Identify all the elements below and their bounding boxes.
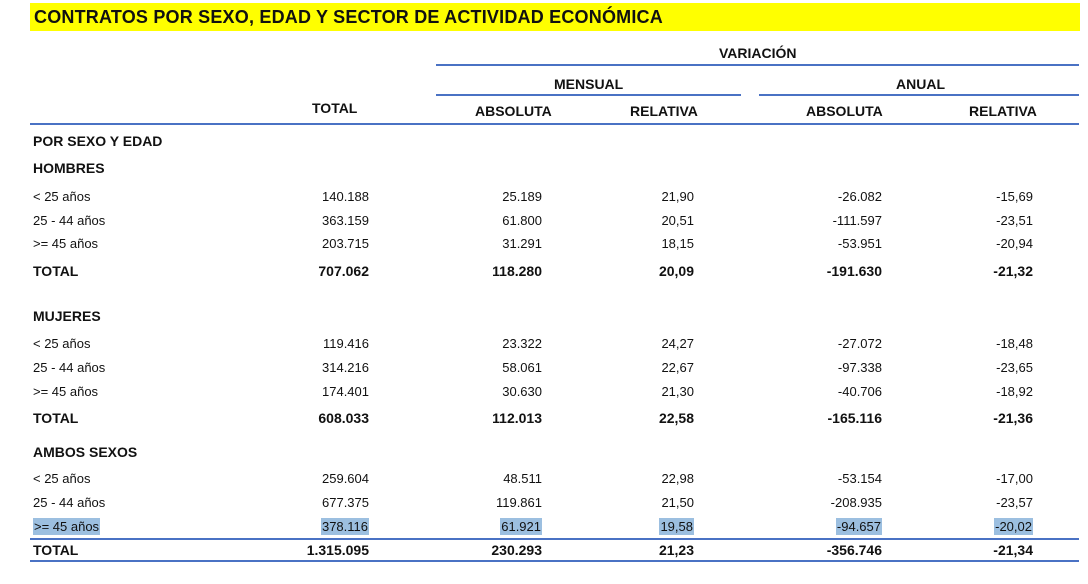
mensual-relativa: 21,50 xyxy=(661,495,694,510)
section-ambos-sexos: AMBOS SEXOS xyxy=(33,444,138,460)
header-relativa-mensual: RELATIVA xyxy=(630,103,698,119)
header-rule-variacion xyxy=(436,64,1079,66)
mensual-relativa: 21,90 xyxy=(661,189,694,204)
total-value: 314.216 xyxy=(322,360,369,375)
row-label: >= 45 años xyxy=(34,519,100,534)
header-total: TOTAL xyxy=(312,100,358,116)
final-total-rule-bottom xyxy=(30,560,1079,562)
header-rule-mensual xyxy=(436,94,741,96)
anual-absoluta: -53.154 xyxy=(837,471,882,486)
row-label: TOTAL xyxy=(33,410,79,426)
anual-absoluta: -27.072 xyxy=(837,336,882,351)
mensual-relativa: 22,58 xyxy=(658,410,694,426)
mensual-absoluta: 23.322 xyxy=(502,336,542,351)
mensual-relativa: 22,98 xyxy=(661,471,694,486)
anual-absoluta: -111.597 xyxy=(832,213,882,228)
mensual-relativa: 20,09 xyxy=(658,263,694,279)
mujeres-table-row xyxy=(0,357,1088,379)
anual-relativa: -20,94 xyxy=(996,236,1033,251)
total-value: 259.604 xyxy=(322,471,369,486)
mensual-relativa: 22,67 xyxy=(661,360,694,375)
anual-relativa: -21,32 xyxy=(993,263,1033,279)
total-value: 174.401 xyxy=(322,384,369,399)
mensual-absoluta: 48.511 xyxy=(503,471,542,486)
total-value: 1.315.095 xyxy=(306,542,369,558)
anual-absoluta: -97.338 xyxy=(837,360,882,375)
hombres-total-row xyxy=(0,260,1088,282)
mensual-relativa: 20,51 xyxy=(661,213,694,228)
anual-relativa: -20,02 xyxy=(995,519,1032,534)
mensual-relativa: 21,23 xyxy=(658,542,694,558)
anual-absoluta: -165.116 xyxy=(827,410,882,426)
header-rule-bottom xyxy=(30,123,1079,125)
row-label: < 25 años xyxy=(33,471,91,486)
ambos-table-row xyxy=(0,516,1088,538)
title-banner xyxy=(30,3,1080,31)
total-value: 378.116 xyxy=(321,519,368,534)
row-label: 25 - 44 años xyxy=(33,213,106,228)
total-value: 707.062 xyxy=(318,263,369,279)
anual-relativa: -21,34 xyxy=(993,542,1033,558)
anual-absoluta: -208.935 xyxy=(830,495,882,510)
anual-relativa: -21,36 xyxy=(993,410,1033,426)
header-absoluta-mensual: ABSOLUTA xyxy=(475,103,552,119)
mensual-relativa: 24,27 xyxy=(661,336,694,351)
row-label: >= 45 años xyxy=(33,384,99,399)
row-label: >= 45 años xyxy=(33,236,99,251)
ambos-table-row xyxy=(0,468,1088,490)
mensual-absoluta: 30.630 xyxy=(502,384,542,399)
ambos-table-row xyxy=(0,492,1088,514)
mensual-absoluta: 112.013 xyxy=(492,410,542,426)
anual-relativa: -23,51 xyxy=(996,213,1033,228)
anual-relativa: -18,48 xyxy=(996,336,1033,351)
hombres-table-row xyxy=(0,210,1088,232)
final-total-rule-top xyxy=(30,538,1079,540)
anual-relativa: -15,69 xyxy=(996,189,1033,204)
anual-relativa: -18,92 xyxy=(996,384,1033,399)
mensual-relativa: 19,58 xyxy=(660,519,693,534)
hombres-table-row xyxy=(0,233,1088,255)
header-variacion: VARIACIÓN xyxy=(719,45,797,61)
mujeres-total-row xyxy=(0,407,1088,429)
mensual-absoluta: 61.921 xyxy=(501,519,541,534)
mensual-relativa: 18,15 xyxy=(661,236,694,251)
row-label: TOTAL xyxy=(33,542,79,558)
anual-absoluta: -26.082 xyxy=(837,189,882,204)
anual-relativa: -23,65 xyxy=(996,360,1033,375)
mensual-absoluta: 58.061 xyxy=(502,360,542,375)
mujeres-table-row xyxy=(0,333,1088,355)
anual-absoluta: -94.657 xyxy=(836,519,881,534)
mensual-absoluta: 230.293 xyxy=(491,542,542,558)
header-anual: ANUAL xyxy=(896,76,945,92)
mensual-absoluta: 25.189 xyxy=(502,189,542,204)
anual-relativa: -23,57 xyxy=(996,495,1033,510)
anual-relativa: -17,00 xyxy=(996,471,1033,486)
header-rule-anual xyxy=(759,94,1079,96)
anual-absoluta: -356.746 xyxy=(826,542,882,558)
row-label: 25 - 44 años xyxy=(33,495,106,510)
hombres-table-row xyxy=(0,186,1088,208)
total-value: 677.375 xyxy=(322,495,369,510)
section-hombres: HOMBRES xyxy=(33,160,105,176)
total-value: 203.715 xyxy=(322,236,369,251)
anual-absoluta: -40.706 xyxy=(837,384,882,399)
ambos-total-row xyxy=(0,539,1088,561)
row-label: 25 - 44 años xyxy=(33,360,106,375)
mensual-absoluta: 119.861 xyxy=(495,495,542,510)
total-value: 119.416 xyxy=(322,336,369,351)
total-value: 363.159 xyxy=(322,213,369,228)
anual-absoluta: -191.630 xyxy=(826,263,882,279)
header-mensual: MENSUAL xyxy=(554,76,624,92)
mujeres-table-row xyxy=(0,381,1088,403)
total-value: 140.188 xyxy=(322,189,369,204)
section-por-sexo-edad: POR SEXO Y EDAD xyxy=(33,133,163,149)
row-label: < 25 años xyxy=(33,189,91,204)
row-label: TOTAL xyxy=(33,263,79,279)
page-title: CONTRATOS POR SEXO, EDAD Y SECTOR DE ACTIVIDAD ECONÓMICA xyxy=(34,7,663,27)
mensual-relativa: 21,30 xyxy=(661,384,694,399)
header-relativa-anual: RELATIVA xyxy=(969,103,1037,119)
header-absoluta-anual: ABSOLUTA xyxy=(806,103,883,119)
row-label: < 25 años xyxy=(33,336,91,351)
anual-absoluta: -53.951 xyxy=(837,236,882,251)
total-value: 608.033 xyxy=(318,410,369,426)
mensual-absoluta: 118.280 xyxy=(492,263,542,279)
section-mujeres: MUJERES xyxy=(33,308,101,324)
mensual-absoluta: 31.291 xyxy=(502,236,542,251)
mensual-absoluta: 61.800 xyxy=(502,213,542,228)
